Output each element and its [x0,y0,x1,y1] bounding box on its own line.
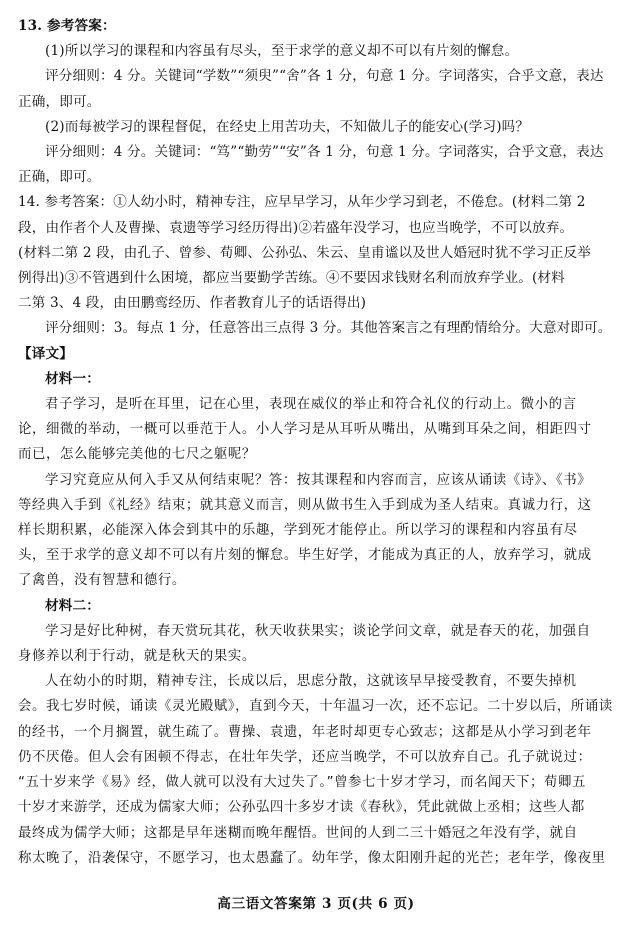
q13-rubric-1: 评分细则：4 分。关键词“学数”“须臾”“舍”各 1 分，句意 1 分。字词落实，合乎文意，表达 [45,68,604,85]
q14-answer-line: 二第 3、4 段，由田鹏鸾经历、作者教育儿子的话语得出) [18,295,367,312]
material-2-line: 最终成为儒学大师；这都是早年迷糊而晚年醒悟。世间的人到二三十婚冠之年没有学，就自 [18,825,578,841]
material-1-line: 而已，怎么能够完美他的七尺之躯呢？ [18,447,256,463]
material-1-line: 论，细微的举动，一概可以垂范于人。小人学习是从耳听从嘴出，从嘴到耳朵之间，相距四寸 [18,422,592,438]
material-2-line: 仍不厌倦。但人会有困顿不得志，在壮年失学，还应当晚学，不可以放弃自己。孔子就说过： [18,749,592,765]
material-2-line: 的经书，一个月搁置，就生疏了。曹操、袁遗，年老时却更专心致志；这都是从小学习到老年 [18,724,592,740]
material-1-line: 君子学习，是听在耳里，记在心里，表现在威仪的举止和符合礼仪的行动上。微小的言 [45,397,577,413]
material-1-line: 学习究竟应从何入手又从何结束呢？答：按其课程和内容而言，应该从诵读《诗》、《书》 [45,472,592,488]
material-2-line: 身修养以利于行动，就是秋天的果实。 [18,649,256,665]
q13-answer-1: (1)所以学习的课程和内容虽有尽头，至于求学的意义却不可以有片刻的懈怠。 [45,43,519,60]
material-2-line: 十岁才来游学，还成为儒家大师；公孙弘四十多岁才读《春秋》，凭此就做上丞相；这些人都 [18,800,585,816]
q14-answer-line: (材料二第 2 段，由孔子、曾参、荀卿、公孙弘、朱云、皇甫谧以及世人婚冠时犹不学习正反举 [18,244,591,261]
q13-title: 13. 参考答案： [18,18,116,34]
translation-heading: 【译文】 [18,345,73,362]
q13-rubric-2-cont: 正确，即可。 [18,169,101,186]
page-footer: 高三语文答案第 3 页(共 6 页) [217,895,415,912]
material-2-title: 材料二： [45,597,100,614]
q14-answer-line: 例得出)③不管遇到什么困境，都应当要勤学苦练。④不要因求钱财名利而放弃学业。(材料 [18,270,565,287]
material-1-title: 材料一： [45,370,100,387]
material-2-line: 人在幼小的时期，精神专注，长成以后，思虑分散，这就该早早接受教育，不要失掉机 [45,674,577,690]
material-2-line: 会。我七岁时候，诵读《灵光殿赋》，直到今天，十年温习一次，还不忘记。二十岁以后，所诵读 [18,699,613,715]
q13-rubric-2: 评分细则：4 分。关键词：“笃”“勤劳”“安”各 1 分，句意 1 分。字词落实，合乎文意，表达 [45,144,604,161]
material-1-line: 头，至于求学的意义却不可以有片刻的懈怠。毕生好学，才能成为真正的人，放弃学习，就成 [18,548,592,564]
material-2-line: 称太晚了，沿袭保守，不愿学习，也太愚蠢了。幼年学，像太阳刚升起的光芒；老年学，像夜里 [18,850,606,866]
q13-rubric-1-cont: 正确，即可。 [18,93,101,110]
material-1-line: 了禽兽，没有智慧和德行。 [18,573,186,589]
material-2-line: 学习是好比种树，春天赏玩其花，秋天收获果实；谈论学问文章，就是春天的花，加强自 [45,623,591,639]
q14-rubric: 评分细则：3。每点 1 分，任意答出三点得 3 分。其他答案言之有理酌情给分。大意对即可。 [45,320,612,337]
q14-answer-line: 14. 参考答案：①人幼小时，精神专注，应早早学习，从年少学习到老，不倦怠。(材料二第 2 [18,194,586,211]
q14-answer-line: 段，由作者个人及曹操、袁遗等学习经历得出)②若盛年没学习，也应当晚学，不可以放弃。 [18,219,574,236]
q13-answer-2: (2)而每被学习的课程督促，在经史上用苦功夫，不知做儿子的能安心(学习)吗？ [45,118,530,135]
material-1-line: 等经典入手到《礼经》结束；就其意义而言，则从做书生入手到成为圣人结束。真诚力行，这 [18,497,592,513]
material-2-line: “五十岁来学《易》经，做人就可以没有大过失了。”曾参七十岁才学习，而名闻天下；荀卿五 [18,775,586,791]
material-1-line: 样长期积累，必能深入体会到其中的乐趣，学到死才能停止。所以学习的课程和内容虽有尽 [18,523,578,539]
